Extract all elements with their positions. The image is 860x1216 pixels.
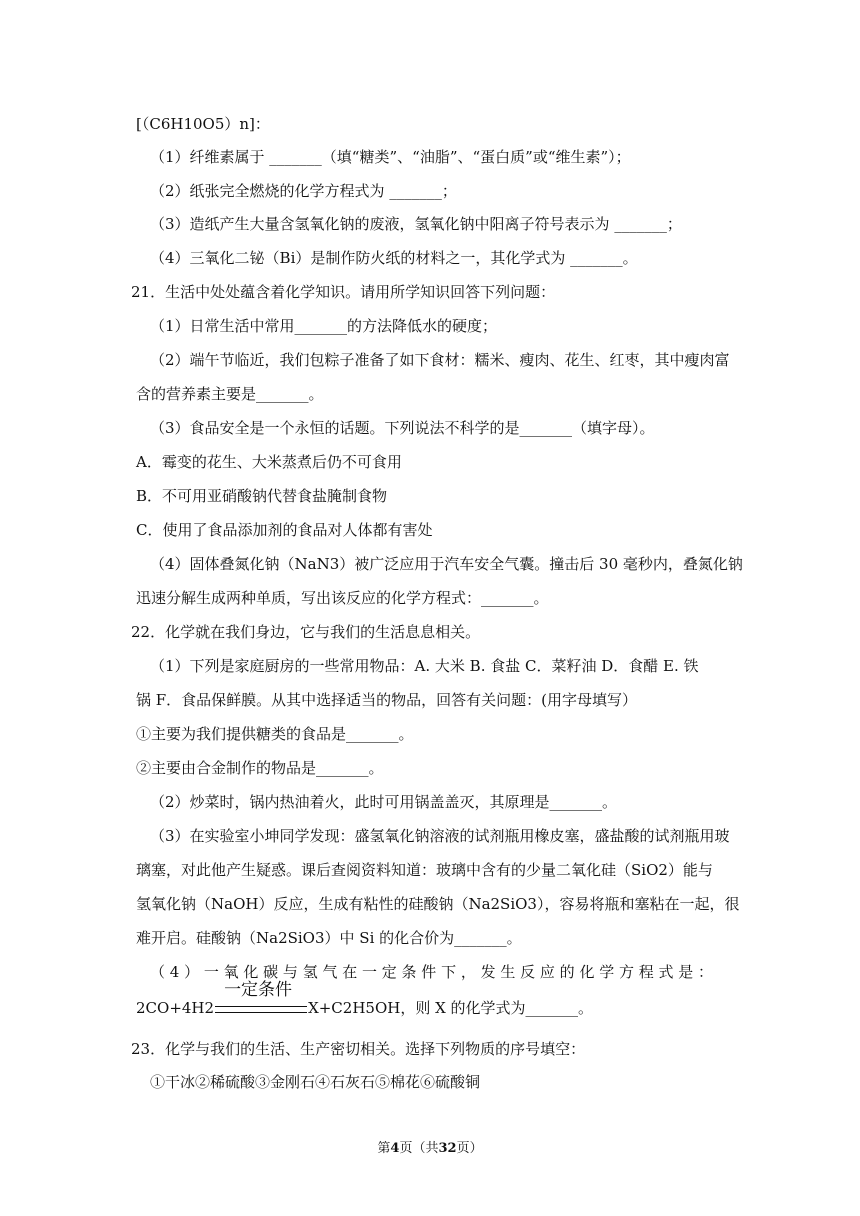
question-22-part-1: （1）下列是家庭厨房的一些常用物品：A. 大米 B. 食盐 C．菜籽油 D．食醋 E. 铁: [150, 657, 699, 675]
double-line-arrow-icon: [215, 1006, 307, 1013]
question-21-part-4-cont: 迅速分解生成两种单质，写出该反应的化学方程式：_______。: [136, 589, 549, 607]
question-21-part-3: （3）食品安全是一个永恒的话题。下列说法不科学的是_______（填字母）。: [150, 419, 655, 437]
question-22-sub-1: ①主要为我们提供糖类的食品是_______。: [136, 725, 414, 743]
question-21-part-1: （1）日常生活中常用_______的方法降低水的硬度；: [150, 317, 498, 335]
question-22-part-2: （2）炒菜时，锅内热油着火，此时可用锅盖盖灭，其原理是_______。: [150, 793, 618, 811]
question-21-option-a: A．霉变的花生、大米蒸煮后仍不可食用: [136, 453, 402, 471]
equation-reactants: 2CO+4H2: [136, 999, 215, 1017]
question-20-part-1: （1）纤维素属于 _______（填“糖类”、“油脂”、“蛋白质”或“维生素”）；: [150, 148, 631, 166]
footer-prefix: 第: [377, 1141, 391, 1156]
question-22-part-3-cont-2: 氢氧化钠（NaOH）反应，生成有粘性的硅酸钠（Na2SiO3），容易将瓶和塞粘在一起，很: [136, 895, 740, 913]
condition-arrow: [214, 980, 308, 1018]
question-22-stem: 22．化学就在我们身边，它与我们的生活息息相关。: [131, 623, 481, 641]
equation-products: X+C2H5OH，则 X 的化学式为_______。: [308, 999, 594, 1017]
equation-condition: 一定条件: [224, 980, 293, 1000]
question-21-option-b: B．不可用亚硝酸钠代替食盐腌制食物: [136, 487, 388, 505]
question-21-part-2-cont: 含的营养素主要是_______。: [136, 385, 324, 403]
question-22-sub-2: ②主要由合金制作的物品是_______。: [136, 759, 384, 777]
question-23-stem: 23．化学与我们的生活、生产密切相关。选择下列物质的序号填空：: [131, 1040, 586, 1058]
question-21-stem: 21．生活中处处蕴含着化学知识。请用所学知识回答下列问题：: [131, 283, 556, 301]
question-20-part-3: （3）造纸产生大量含氢氧化钠的废液，氢氧化钠中阳离子符号表示为 _______；: [150, 215, 682, 233]
question-20-part-2: （2）纸张完全燃烧的化学方程式为 _______；: [150, 182, 457, 200]
footer-total-pages: 32: [438, 1141, 457, 1156]
formula-line: [（C6H10O5）n]：: [136, 115, 270, 133]
question-21-part-4: （4）固体叠氮化钠（NaN3）被广泛应用于汽车安全气囊。撞击后 30 毫秒内，叠氮化钠: [150, 555, 743, 573]
footer-suffix: 页）: [456, 1141, 483, 1156]
page-footer: [0, 1140, 860, 1158]
question-21-option-c: C．使用了食品添加剂的食品对人体都有害处: [136, 521, 433, 539]
question-22-part-1-cont: 锅 F．食品保鲜膜。从其中选择适当的物品，回答有关问题：(用字母填写）: [136, 691, 638, 709]
question-20-part-4: （4）三氧化二铋（Bi）是制作防火纸的材料之一，其化学式为 _______。: [150, 249, 638, 267]
footer-page-number: 4: [390, 1141, 400, 1156]
question-22-part-3-cont-3: 难开启。硅酸钠（Na2SiO3）中 Si 的化合价为_______。: [136, 929, 522, 947]
question-22-part-3-cont-1: 璃塞，对此他产生疑惑。课后查阅资料知道：玻璃中含有的少量二氧化硅（SiO2）能与: [136, 861, 713, 879]
footer-middle: 页（共: [399, 1141, 439, 1156]
question-23-options: ①干冰②稀硫酸③金刚石④石灰石⑤棉花⑥硫酸铜: [150, 1073, 481, 1091]
question-22-part-4: （ 4 ） 一 氧 化 碳 与 氢 气 在 一 定 条 件 下 ， 发 生 反 应 的 化 学 方 程 式 是 ：: [150, 963, 714, 981]
question-21-part-2: （2）端午节临近，我们包粽子准备了如下食材：糯米、瘦肉、花生、红枣，其中瘦肉富: [150, 351, 730, 369]
reaction-equation: [136, 980, 736, 1018]
question-22-part-3: （3）在实验室小坤同学发现：盛氢氧化钠溶液的试剂瓶用橡皮塞，盛盐酸的试剂瓶用玻: [150, 827, 730, 845]
